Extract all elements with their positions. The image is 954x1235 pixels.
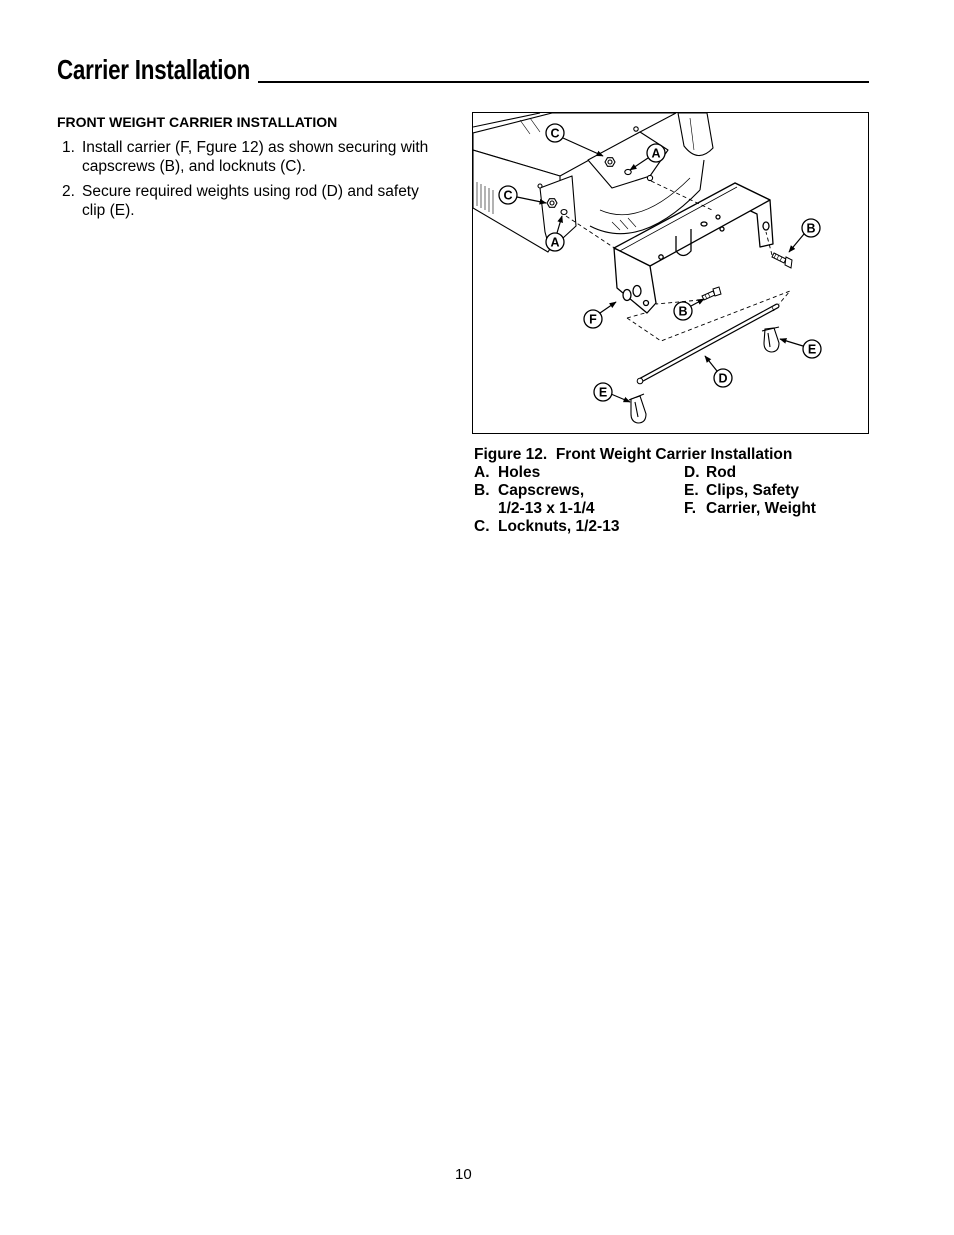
legend-item-b — [474, 482, 619, 518]
step-item — [62, 138, 438, 176]
legend-letter: F. — [684, 500, 697, 517]
callout-letter: F — [589, 312, 597, 327]
legend-text — [706, 482, 799, 500]
legend-letter: E. — [684, 482, 699, 499]
legend-text — [706, 500, 816, 518]
callout-letter: E — [598, 385, 608, 400]
figure-12-frame — [472, 112, 869, 434]
legend-line: Holes — [498, 464, 541, 481]
legend-letter: B. — [474, 482, 490, 499]
callout-d — [714, 369, 732, 387]
locknut — [605, 158, 615, 167]
callout-letter: A — [651, 146, 661, 161]
callout-e — [803, 340, 821, 358]
capscrew — [772, 253, 792, 268]
page-number: 10 — [455, 1166, 472, 1183]
figure-12-illustration — [473, 113, 868, 433]
legend-letter: C. — [474, 518, 490, 535]
installation-steps — [62, 138, 438, 226]
section-heading: FRONT WEIGHT CARRIER INSTALLATION — [57, 114, 338, 130]
figure-legend-right — [684, 464, 816, 518]
legend-text — [498, 482, 595, 518]
legend-item-e — [684, 482, 816, 500]
callout-letter: C — [550, 126, 560, 141]
legend-letter: A. — [474, 464, 490, 481]
callout-f — [584, 310, 602, 328]
figure-caption: Figure 12. Front Weight Carrier Installation — [474, 446, 793, 463]
safety-clip — [629, 394, 646, 423]
legend-line: Rod — [706, 464, 737, 481]
callout-c — [546, 124, 564, 142]
callout-a — [546, 233, 564, 251]
page-title: Carrier Installation — [57, 54, 251, 85]
legend-line: Locknuts, 1/2-13 — [498, 518, 620, 535]
capscrew — [702, 287, 721, 300]
callout-b — [802, 219, 820, 237]
callout-letter: E — [807, 342, 817, 357]
legend-line: Capscrews, — [498, 482, 585, 499]
callout-letter: D — [718, 371, 728, 386]
callout-e — [594, 383, 612, 401]
legend-text — [498, 464, 540, 482]
step-text: Install carrier (F, Fgure 12) as shown securing with capscrews (B), and locknuts (C). — [82, 139, 429, 175]
callout-letter: B — [678, 304, 688, 319]
figure-legend-left — [474, 464, 619, 536]
weight-carrier-bracket — [614, 183, 773, 313]
title-rule — [258, 81, 869, 83]
legend-line: 1/2-13 x 1-1/4 — [498, 500, 595, 517]
safety-clip — [762, 327, 779, 352]
callout-c — [499, 186, 517, 204]
legend-item-a — [474, 464, 619, 482]
step-number: 1. — [62, 139, 75, 156]
legend-letter: D. — [684, 464, 700, 481]
step-number: 2. — [62, 183, 75, 200]
rod — [637, 306, 777, 384]
step-text: Secure required weights using rod (D) and safety clip (E). — [82, 183, 419, 219]
callout-letter: B — [806, 221, 816, 236]
callout-letter: C — [503, 188, 513, 203]
legend-line: Clips, Safety — [706, 482, 800, 499]
callout-letter: A — [550, 235, 560, 250]
callout-a — [647, 144, 665, 162]
legend-item-f — [684, 500, 816, 518]
callout-b — [674, 302, 692, 320]
step-item — [62, 182, 438, 220]
legend-item-c — [474, 518, 619, 536]
legend-text — [498, 518, 619, 536]
locknut — [547, 199, 557, 208]
legend-item-d — [684, 464, 816, 482]
legend-text — [706, 464, 736, 482]
legend-line: Carrier, Weight — [706, 500, 816, 517]
